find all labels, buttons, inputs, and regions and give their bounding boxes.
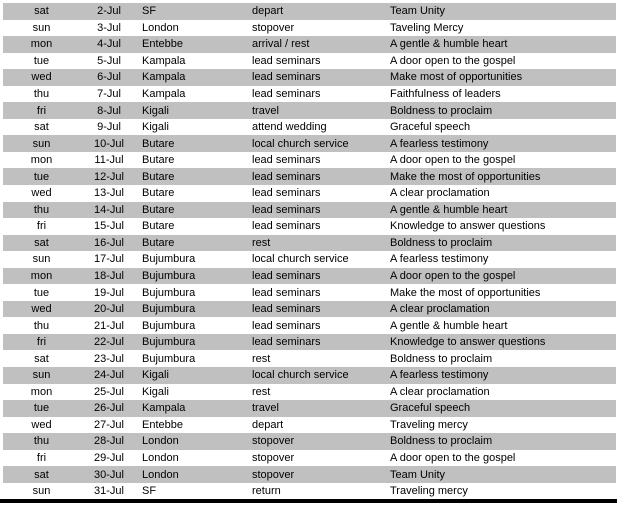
cell-theme: Graceful speech (390, 402, 471, 415)
table-row (3, 450, 616, 467)
table-row (3, 53, 616, 70)
cell-day: sat (34, 5, 49, 18)
cell-activity: local church service (252, 369, 349, 382)
cell-date: 11-Jul (94, 154, 124, 167)
cell-day: sat (34, 121, 49, 134)
table-row (3, 317, 616, 334)
cell-date: 28-Jul (94, 435, 124, 448)
table-row (3, 135, 616, 152)
cell-activity: local church service (252, 137, 349, 150)
cell-location: Bujumbura (142, 253, 196, 266)
cell-day: tue (33, 54, 50, 67)
table-row (3, 367, 616, 384)
cell-theme: Boldness to proclaim (390, 435, 493, 448)
cell-day: tue (33, 286, 50, 299)
cell-date: 19-Jul (94, 286, 124, 299)
cell-day: sun (32, 253, 51, 266)
cell-location: Entebbe (142, 38, 183, 51)
cell-day: sun (32, 21, 51, 34)
cell-activity: arrival / rest (252, 38, 310, 51)
cell-day: tue (33, 402, 50, 415)
cell-theme: A fearless testimony (390, 137, 489, 150)
cell-theme: Boldness to proclaim (390, 236, 493, 249)
cell-day: sat (34, 352, 49, 365)
cell-day: wed (31, 71, 52, 84)
cell-location: Bujumbura (142, 352, 196, 365)
cell-location: Entebbe (142, 418, 183, 431)
cell-location: Butare (142, 203, 175, 216)
cell-date: 27-Jul (94, 418, 124, 431)
cell-day: mon (30, 38, 53, 51)
table-row (3, 417, 616, 434)
cell-day: wed (31, 187, 52, 200)
cell-location: Butare (142, 220, 175, 233)
cell-day: mon (30, 270, 53, 283)
cell-date: 15-Jul (94, 220, 124, 233)
cell-theme: Team Unity (390, 468, 446, 481)
cell-activity: lead seminars (252, 71, 321, 84)
cell-date: 17-Jul (94, 253, 124, 266)
cell-date: 25-Jul (94, 385, 124, 398)
table-row (3, 284, 616, 301)
cell-activity: rest (252, 352, 271, 365)
cell-theme: A gentle & humble heart (390, 319, 508, 332)
cell-date: 14-Jul (94, 203, 124, 216)
table-row (3, 218, 616, 235)
itinerary-table (3, 3, 616, 499)
cell-theme: Make most of opportunities (390, 71, 523, 84)
cell-activity: travel (252, 104, 279, 117)
cell-activity: lead seminars (252, 170, 321, 183)
cell-day: thu (33, 319, 50, 332)
table-row (3, 86, 616, 103)
cell-day: fri (36, 336, 47, 349)
cell-activity: lead seminars (252, 220, 321, 233)
cell-date: 22-Jul (94, 336, 124, 349)
table-row (3, 102, 616, 119)
cell-location: London (142, 452, 179, 465)
cell-date: 30-Jul (94, 468, 124, 481)
cell-location: Kigali (142, 369, 169, 382)
cell-location: Butare (142, 187, 175, 200)
table-row (3, 433, 616, 450)
table-row (3, 3, 616, 20)
cell-theme: Make the most of opportunities (390, 170, 541, 183)
table-row (3, 466, 616, 483)
cell-day: fri (36, 220, 47, 233)
cell-theme: Traveling mercy (390, 485, 468, 498)
cell-date: 18-Jul (94, 270, 124, 283)
cell-location: SF (142, 485, 157, 498)
cell-day: thu (33, 203, 50, 216)
cell-activity: lead seminars (252, 54, 321, 67)
cell-activity: stopover (252, 435, 295, 448)
cell-theme: Boldness to proclaim (390, 104, 493, 117)
cell-activity: depart (252, 5, 284, 18)
cell-day: sun (32, 485, 51, 498)
cell-day: sat (34, 236, 49, 249)
table-row (3, 251, 616, 268)
cell-date: 7-Jul (97, 88, 121, 100)
cell-activity: lead seminars (252, 336, 321, 349)
table-row (3, 400, 616, 417)
cell-day: fri (36, 104, 47, 117)
cell-day: sun (32, 137, 51, 150)
cell-date: 4-Jul (97, 38, 121, 51)
cell-location: Bujumbura (142, 286, 196, 299)
cell-theme: Faithfulness of leaders (390, 88, 501, 100)
cell-location: London (142, 21, 179, 34)
bottom-rule (0, 499, 617, 503)
cell-activity: lead seminars (252, 154, 321, 167)
cell-activity: local church service (252, 253, 349, 266)
table-row (3, 185, 616, 202)
cell-theme: Taveling Mercy (390, 21, 464, 34)
cell-day: fri (36, 452, 47, 465)
cell-activity: rest (252, 385, 271, 398)
cell-activity: depart (252, 418, 284, 431)
cell-location: Kampala (142, 402, 186, 415)
cell-activity: stopover (252, 468, 295, 481)
cell-activity: attend wedding (252, 121, 327, 134)
cell-theme: Boldness to proclaim (390, 352, 493, 365)
cell-theme: A door open to the gospel (390, 54, 516, 67)
cell-date: 6-Jul (97, 71, 121, 84)
cell-date: 26-Jul (94, 402, 124, 415)
cell-theme: Knowledge to answer questions (390, 336, 546, 349)
table-row (3, 168, 616, 185)
cell-activity: travel (252, 402, 279, 415)
cell-activity: stopover (252, 21, 295, 34)
cell-day: sun (32, 369, 51, 382)
cell-day: wed (31, 418, 52, 431)
cell-theme: Make the most of opportunities (390, 286, 541, 299)
cell-theme: A gentle & humble heart (390, 38, 508, 51)
cell-location: Bujumbura (142, 336, 196, 349)
cell-location: Butare (142, 154, 175, 167)
cell-date: 8-Jul (97, 104, 121, 117)
cell-theme: A door open to the gospel (390, 154, 516, 167)
cell-date: 10-Jul (94, 137, 124, 150)
cell-date: 2-Jul (97, 5, 121, 18)
cell-location: Kampala (142, 88, 186, 100)
cell-location: Bujumbura (142, 270, 196, 283)
cell-date: 3-Jul (97, 21, 121, 34)
cell-date: 23-Jul (94, 352, 124, 365)
table-row (3, 235, 616, 252)
cell-theme: A fearless testimony (390, 369, 489, 382)
cell-theme: A clear proclamation (390, 187, 490, 200)
table-row (3, 20, 616, 37)
cell-location: Kigali (142, 121, 169, 134)
cell-activity: return (252, 485, 281, 498)
cell-date: 31-Jul (94, 485, 124, 498)
cell-day: tue (33, 170, 50, 183)
cell-date: 13-Jul (94, 187, 124, 200)
cell-theme: Traveling mercy (390, 418, 468, 431)
table-row (3, 384, 616, 401)
cell-theme: Knowledge to answer questions (390, 220, 546, 233)
cell-location: Butare (142, 236, 175, 249)
cell-activity: lead seminars (252, 88, 321, 100)
table-row (3, 202, 616, 219)
cell-date: 16-Jul (94, 236, 124, 249)
cell-date: 21-Jul (94, 319, 124, 332)
table-row (3, 301, 616, 318)
table-row (3, 334, 616, 351)
cell-location: Butare (142, 170, 175, 183)
cell-location: Butare (142, 137, 175, 150)
cell-date: 29-Jul (94, 452, 124, 465)
cell-date: 20-Jul (94, 303, 124, 316)
cell-activity: stopover (252, 452, 295, 465)
cell-location: Bujumbura (142, 319, 196, 332)
cell-day: thu (33, 88, 50, 100)
cell-location: London (142, 435, 179, 448)
cell-activity: lead seminars (252, 187, 321, 200)
cell-location: Kampala (142, 54, 186, 67)
cell-location: Bujumbura (142, 303, 196, 316)
cell-theme: A door open to the gospel (390, 452, 516, 465)
cell-activity: lead seminars (252, 319, 321, 332)
cell-theme: A clear proclamation (390, 303, 490, 316)
table-row (3, 69, 616, 86)
cell-day: mon (30, 154, 53, 167)
cell-day: mon (30, 385, 53, 398)
cell-activity: lead seminars (252, 203, 321, 216)
cell-theme: A fearless testimony (390, 253, 489, 266)
cell-day: thu (33, 435, 50, 448)
cell-location: SF (142, 5, 157, 18)
cell-location: Kigali (142, 104, 169, 117)
cell-date: 9-Jul (97, 121, 121, 134)
cell-location: Kigali (142, 385, 169, 398)
cell-theme: Graceful speech (390, 121, 471, 134)
cell-theme: Team Unity (390, 5, 446, 18)
table-row (3, 350, 616, 367)
cell-day: sat (34, 468, 49, 481)
table-row (3, 268, 616, 285)
cell-activity: lead seminars (252, 303, 321, 316)
cell-activity: lead seminars (252, 270, 321, 283)
cell-activity: rest (252, 236, 271, 249)
cell-location: Kampala (142, 71, 186, 84)
cell-day: wed (31, 303, 52, 316)
cell-theme: A clear proclamation (390, 385, 490, 398)
cell-date: 5-Jul (97, 54, 121, 67)
cell-activity: lead seminars (252, 286, 321, 299)
cell-theme: A gentle & humble heart (390, 203, 508, 216)
cell-date: 12-Jul (94, 170, 124, 183)
table-row (3, 36, 616, 53)
cell-location: London (142, 468, 179, 481)
cell-theme: A door open to the gospel (390, 270, 516, 283)
table-row (3, 483, 616, 500)
table-row (3, 119, 616, 136)
table-row (3, 152, 616, 169)
cell-date: 24-Jul (94, 369, 124, 382)
